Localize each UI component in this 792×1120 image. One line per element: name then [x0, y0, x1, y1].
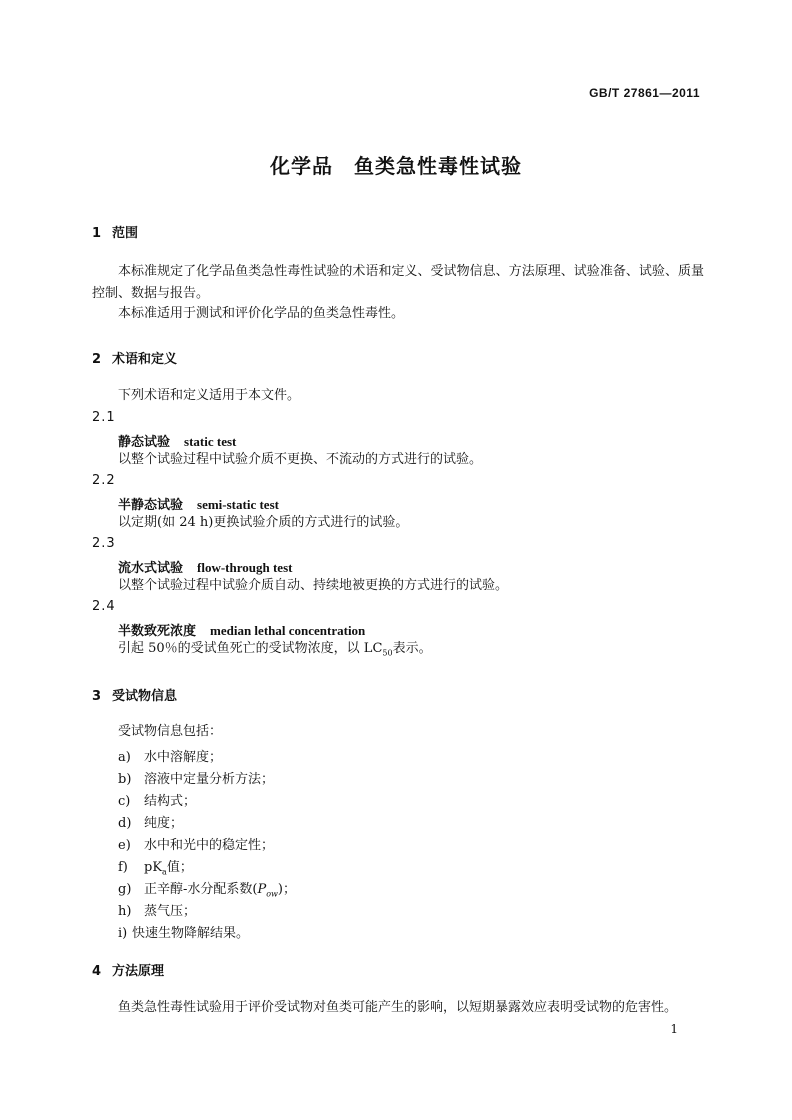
term-zh: 流水式试验	[118, 561, 184, 576]
term-heading	[118, 494, 279, 513]
list-text: 结构式；	[144, 794, 197, 809]
term-en: static test	[184, 434, 237, 449]
term-number: 2.4	[92, 599, 116, 614]
section-4-paragraph-1: 鱼类急性毒性试验用于评价受试物对鱼类可能产生的影响，以短期暴露效应表明受试物的危害性。	[118, 1000, 678, 1015]
section-4-heading	[92, 960, 164, 979]
list-marker: e)	[118, 838, 131, 853]
list-item	[118, 878, 296, 899]
list-item	[118, 790, 196, 809]
subscript: 50	[382, 648, 393, 658]
section-3-heading	[92, 685, 177, 704]
list-item	[118, 768, 274, 787]
list-text: 溶液中定量分析方法；	[144, 772, 275, 787]
section-title: 方法原理	[112, 964, 165, 979]
section-title: 受试物信息	[112, 689, 178, 704]
list-item	[118, 922, 249, 941]
list-text: 值；	[166, 860, 193, 875]
term-zh: 静态试验	[118, 435, 171, 450]
list-item	[118, 900, 196, 919]
list-marker: b)	[118, 772, 132, 787]
definition-text: 表示。	[392, 641, 432, 656]
list-marker: i)	[118, 926, 128, 941]
section-2-heading	[92, 348, 177, 367]
list-marker: c)	[118, 794, 131, 809]
term-en: flow-through test	[197, 560, 293, 575]
list-text: 蒸气压；	[144, 904, 197, 919]
list-marker: d)	[118, 816, 132, 831]
list-text: 水中和光中的稳定性；	[144, 838, 275, 853]
section-number: 4	[92, 964, 102, 979]
term-heading	[118, 557, 292, 576]
section-1-heading	[92, 222, 138, 241]
list-marker: f)	[118, 860, 128, 875]
term-heading	[118, 620, 365, 639]
section-1-paragraph-1: 本标准规定了化学品鱼类急性毒性试验的术语和定义、受试物信息、方法原理、试验准备、试验、质量控制、数据与报告。	[92, 264, 704, 301]
subscript: a	[162, 867, 167, 877]
list-item	[118, 856, 193, 877]
italic-symbol: P	[257, 882, 267, 897]
definition-text: 引起 50％的受试鱼死亡的受试物浓度，以 LC	[118, 641, 383, 656]
list-text: )；	[277, 882, 296, 897]
subscript: ow	[266, 889, 278, 899]
term-number: 2.3	[92, 536, 116, 551]
term-definition: 以整个试验过程中试验介质自动、持续地被更换的方式进行的试验。	[118, 578, 509, 593]
section-number: 2	[92, 352, 102, 367]
term-zh: 半数致死浓度	[118, 624, 197, 639]
list-text: 正辛醇-水分配系数(	[144, 882, 258, 897]
list-item	[118, 812, 183, 831]
term-definition: 以整个试验过程中试验介质不更换、不流动的方式进行的试验。	[118, 452, 483, 467]
section-number: 3	[92, 689, 102, 704]
section-2-intro: 下列术语和定义适用于本文件。	[118, 388, 301, 403]
section-3-intro: 受试物信息包括：	[118, 724, 223, 739]
term-zh: 半静态试验	[118, 498, 184, 513]
section-title: 范围	[112, 226, 139, 241]
term-number: 2.2	[92, 473, 116, 488]
list-item	[118, 834, 274, 853]
list-marker: h)	[118, 904, 132, 919]
term-en: semi-static test	[197, 497, 279, 512]
list-marker: g)	[118, 882, 132, 897]
list-text: 快速生物降解结果。	[132, 926, 250, 941]
section-1-paragraph-2: 本标准适用于测试和评价化学品的鱼类急性毒性。	[118, 306, 405, 321]
list-text: 纯度；	[144, 816, 184, 831]
term-definition: 以定期(如 24 h)更换试验介质的方式进行的试验。	[118, 515, 409, 530]
standard-code: GB/T 27861—2011	[589, 86, 700, 100]
list-marker: a)	[118, 750, 131, 765]
list-text: 水中溶解度；	[144, 750, 223, 765]
term-number: 2.1	[92, 410, 116, 425]
term-en: median lethal concentration	[210, 623, 366, 638]
list-text: pK	[144, 860, 163, 875]
list-item	[118, 746, 222, 765]
page-number: 1	[670, 1022, 678, 1036]
document-title: 化学品 鱼类急性毒性试验	[270, 154, 522, 178]
term-heading	[118, 431, 236, 450]
section-number: 1	[92, 226, 102, 241]
term-definition	[118, 641, 432, 662]
section-title: 术语和定义	[112, 352, 178, 367]
